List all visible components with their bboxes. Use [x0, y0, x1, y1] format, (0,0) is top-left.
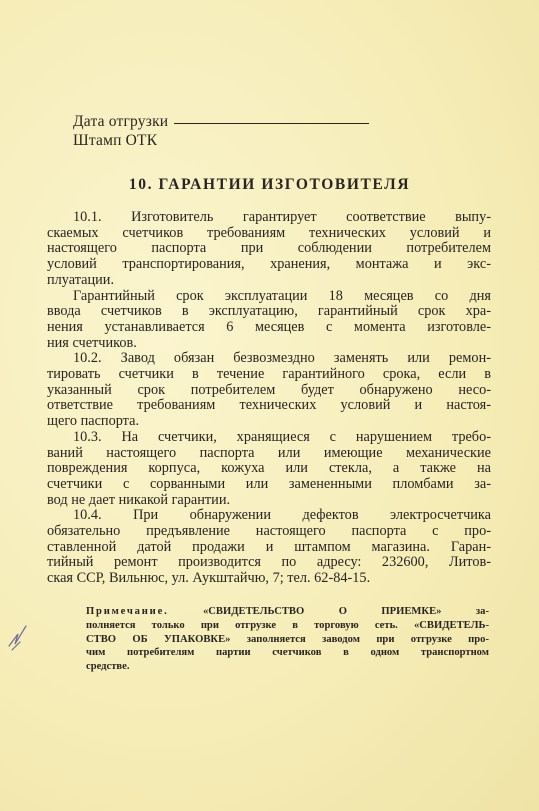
text-line: щего паспорта. — [47, 413, 140, 430]
footnote-heading: Примечание. — [86, 606, 169, 617]
text-line: настоящего паспорта при соблюдении потребителем — [47, 240, 491, 257]
text-line: тийный ремонт производится по адресу: 232600, Литов- — [47, 554, 491, 571]
footnote-text: «СВИДЕТЕЛЬСТВО О ПРИЕМКЕ» за- — [202, 606, 489, 617]
paragraph-10-2 — [47, 351, 491, 430]
section-title: 10. ГАРАНТИИ ИЗГОТОВИТЕЛЯ — [128, 176, 411, 193]
text-line: ответствие требованиям технических условий и настоя- — [47, 397, 491, 414]
qc-stamp-label: Штамп ОТК — [73, 132, 158, 149]
text-line: 10.3. На счетчики, хранящиеся с нарушением требо- — [73, 428, 491, 445]
qc-stamp-row — [73, 131, 157, 150]
footnote-line: средстве. — [86, 661, 130, 673]
footnote-line: СТВО ОБ УПАКОВКЕ» заполняется заводом при отгрузке про- — [86, 633, 489, 645]
footnote-line: полняется только при отгрузке в торговую сеть. «СВИДЕТЕЛЬ- — [86, 619, 489, 631]
pen-scribble-mark — [6, 616, 32, 654]
footnote — [86, 605, 489, 674]
shipment-date-row — [73, 112, 369, 131]
shipment-date-label: Дата отгрузки — [73, 113, 169, 130]
text-line: нения устанавливается 6 месяцев с момента изготовле- — [47, 318, 491, 335]
footnote-line: чим потребителям партии счетчиков в одном транспортном — [86, 647, 489, 659]
text-line: 10.4. При обнаружении дефектов электросчетчика — [73, 507, 491, 524]
text-line: скаемых счетчиков требованиям технических условий и — [47, 224, 491, 241]
paragraph-10-3 — [47, 430, 491, 509]
text-line: счетчики с сорванными или замененными пломбами за- — [47, 475, 491, 492]
text-line: ваний настоящего паспорта или имеющие механические — [47, 444, 491, 461]
text-line: вод не дает никакой гарантии. — [47, 491, 231, 508]
footnote-first-line — [86, 605, 489, 619]
shipment-date-blank-line — [174, 123, 369, 124]
text-line: обязательно предъявление настоящего паспорта с про- — [47, 523, 491, 540]
text-line: ввода счетчиков в эксплуатацию, гарантийный срок хра- — [47, 303, 491, 320]
text-line: 10.1. Изготовитель гарантирует соответствие выпу- — [73, 209, 491, 225]
paragraph-10-4 — [47, 508, 491, 587]
text-line: 10.2. Завод обязан безвозмездно заменять или ремон- — [73, 350, 491, 367]
paragraph-warranty-period — [47, 289, 491, 352]
text-line: ставленной датой продажи и штампом магазина. Гаран- — [47, 538, 491, 555]
text-line: Гарантийный срок эксплуатации 18 месяцев со дня — [73, 287, 491, 304]
text-line: повреждения корпуса, кожуха или стекла, а также на — [47, 460, 491, 477]
text-line: условий транспортирования, хранения, монтажа и экс- — [47, 256, 491, 273]
warranty-text — [47, 210, 491, 587]
text-line: ская ССР, Вильнюс, ул. Аукштайчю, 7; тел. 62-84-15. — [47, 570, 371, 587]
text-line: ния счетчиков. — [47, 334, 137, 351]
paragraph-10-1 — [47, 210, 491, 289]
text-line: тировать счетчики в течение гарантийного срока, если в — [47, 366, 491, 383]
text-line: плуатации. — [47, 271, 115, 288]
text-line: указанный срок потребителем будет обнаружено несо- — [47, 381, 491, 398]
